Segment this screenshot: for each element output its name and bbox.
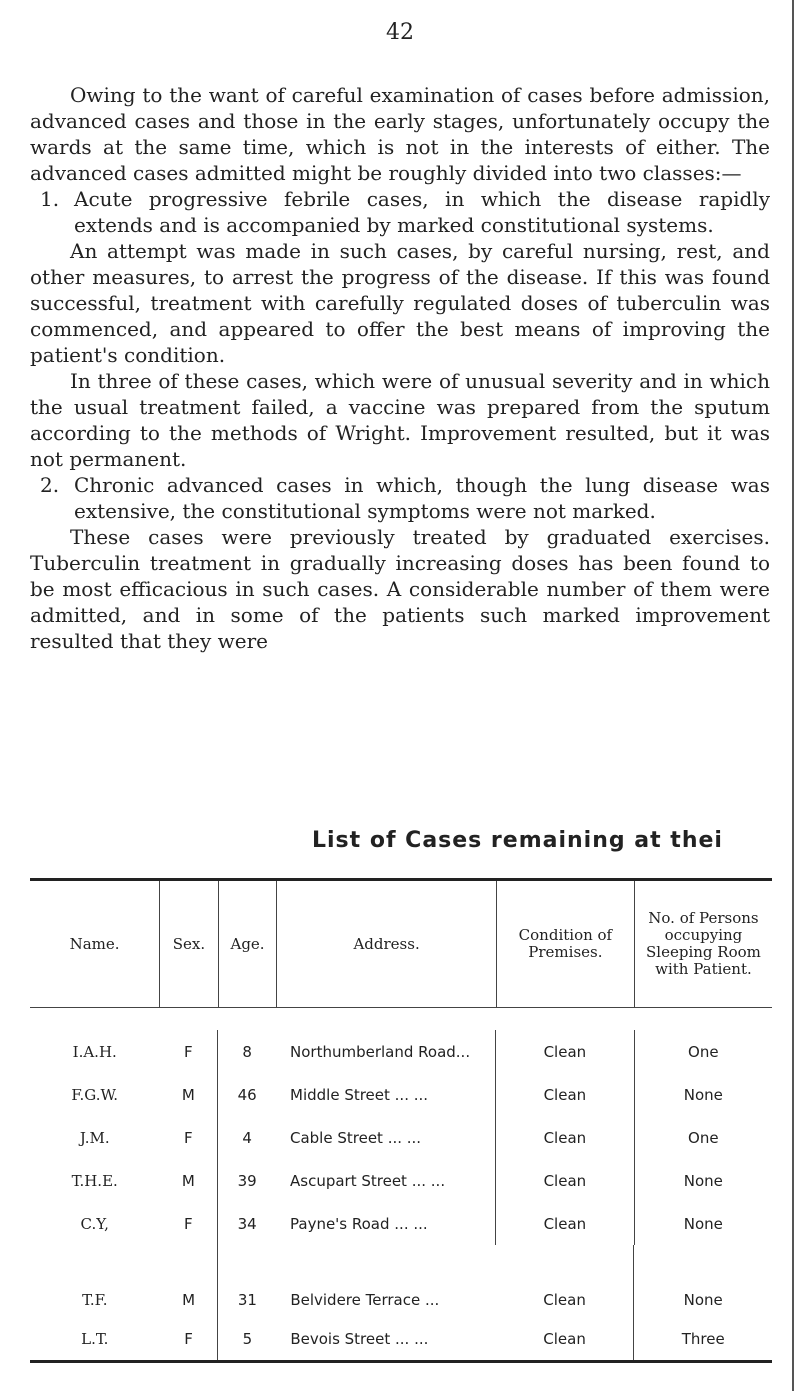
table-row <box>30 1317 772 1360</box>
header-persons: No. of Persons occupying Sleeping Room with Patient. <box>634 881 772 1007</box>
cell-persons: One <box>634 1116 772 1159</box>
cell-age: 4 <box>217 1116 276 1159</box>
table-header-row <box>30 881 772 1007</box>
cell-condition: Clean <box>495 1159 633 1202</box>
header-address: Address. <box>276 881 496 1007</box>
table-spacer <box>30 1008 772 1030</box>
paragraph-intro: Owing to the want of careful examination of cases before admission, advanced cases and those in the early stages, unfortunately occupy the wards at the same time, which is not in the interests of either. The advanced cases admitted might be roughly divided into two classes:— <box>30 83 770 185</box>
cell-address: Middle Street ... ... <box>290 1085 429 1104</box>
paragraph-vaccine: In three of these cases, which were of unusual severity and in which the usual treatment failed, a vaccine was prepared from the sputum according to the methods of Wright. Improvement resulted, but it was not permanent. <box>30 369 770 471</box>
page-number: 42 <box>386 20 414 45</box>
cell-address: Ascupart Street ... ... <box>290 1171 446 1190</box>
table-row <box>30 1073 772 1116</box>
cell-condition: Clean <box>543 1291 586 1309</box>
header-condition: Condition of Premises. <box>496 881 634 1007</box>
cell-sex: M <box>181 1171 195 1190</box>
cell-age: 8 <box>217 1030 276 1073</box>
table-row <box>30 1116 772 1159</box>
cell-name: L.T. <box>81 1329 109 1348</box>
header-sex: Sex. <box>159 881 218 1007</box>
list-item-acute <box>40 186 770 238</box>
table-row <box>30 1159 772 1202</box>
list-item-number: 2. <box>40 473 60 497</box>
cell-persons: None <box>634 1073 772 1116</box>
paragraph-tuberculin: These cases were previously treated by graduated exercises. Tuberculin treatment in gradually increasing doses has been found to be most efficacious in such cases. A considerable number of them were admitted, and in some of the patients such marked improvement resulted that they were <box>30 525 770 653</box>
cell-persons: None <box>633 1245 772 1317</box>
cell-name: J.M. <box>79 1128 110 1147</box>
cell-name: I.A.H. <box>72 1042 117 1061</box>
cases-table <box>30 878 772 1363</box>
cell-persons: None <box>634 1202 772 1245</box>
cell-address: Northumberland Road... <box>290 1042 471 1061</box>
cell-age: 5 <box>217 1317 276 1360</box>
cell-age: 31 <box>217 1245 276 1317</box>
list-item-text: Acute progressive febrile cases, in which the disease rapidly extends and is accompanied by marked constitutional systems. <box>74 187 770 237</box>
cell-condition: Clean <box>495 1202 633 1245</box>
cell-sex: F <box>184 1329 193 1348</box>
cell-sex: M <box>182 1291 196 1309</box>
cell-name: F.G.W. <box>71 1085 119 1104</box>
header-name: Name. <box>69 934 120 953</box>
list-item-chronic <box>40 472 770 524</box>
cell-sex: F <box>184 1214 193 1233</box>
cell-name: T.F. <box>82 1291 108 1309</box>
body-text <box>30 82 770 654</box>
cell-sex: M <box>181 1085 195 1104</box>
cell-name: C.Y, <box>80 1214 109 1233</box>
cell-address: Payne's Road ... ... <box>290 1214 428 1233</box>
cell-age: 34 <box>217 1202 276 1245</box>
cell-condition: Clean <box>495 1073 633 1116</box>
cell-address: Cable Street ... ... <box>290 1128 422 1147</box>
cell-age: 39 <box>217 1159 276 1202</box>
cell-sex: F <box>184 1042 193 1061</box>
list-item-text: Chronic advanced cases in which, though the lung disease was extensive, the constitutional symptoms were not marked. <box>74 473 770 523</box>
cell-condition: Clean <box>543 1329 586 1348</box>
list-title: List of Cases remaining at thei <box>312 828 723 853</box>
page-edge <box>792 0 794 1391</box>
paragraph-attempt: An attempt was made in such cases, by careful nursing, rest, and other measures, to arrest the progress of the disease. If this was found successful, treatment with carefully regulated doses of tuberculin was commenced, and appeared to offer the best means of improving the patient's condition. <box>30 239 770 367</box>
cell-condition: Clean <box>495 1116 633 1159</box>
cell-condition: Clean <box>495 1030 633 1073</box>
table-row <box>30 1202 772 1245</box>
table-row <box>30 1245 772 1317</box>
list-item-number: 1. <box>40 187 60 211</box>
table-row <box>30 1030 772 1073</box>
cell-name: T.H.E. <box>71 1171 118 1190</box>
cell-persons: None <box>634 1159 772 1202</box>
table-rule-bottom <box>30 1360 772 1363</box>
header-age: Age. <box>218 881 277 1007</box>
cell-address: Bevois Street ... ... <box>290 1329 429 1348</box>
cell-sex: F <box>184 1128 193 1147</box>
cell-persons: Three <box>633 1317 772 1360</box>
cell-persons: One <box>634 1030 772 1073</box>
cell-address: Belvidere Terrace ... <box>290 1291 440 1309</box>
cell-age: 46 <box>217 1073 276 1116</box>
